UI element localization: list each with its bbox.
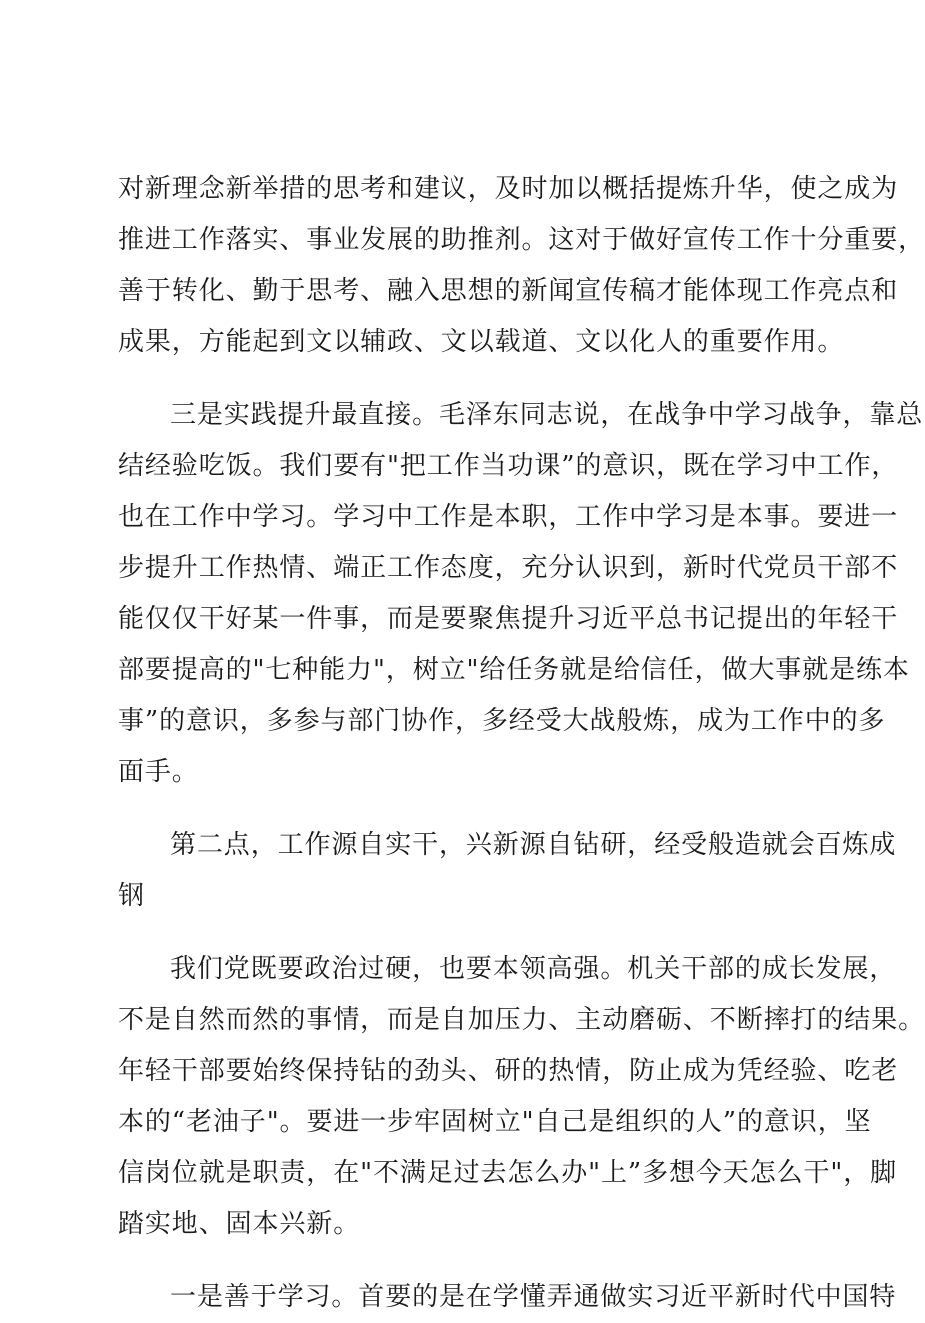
- heading-line: 第二点，工作源自实干，兴新源自钻研，经受般造就会百炼成: [170, 830, 897, 860]
- text-line: 对新理念新举措的思考和建议，及时加以概括提炼升华，使之成为: [118, 174, 899, 204]
- section-heading: [118, 820, 897, 922]
- text-line: 事”的意识，多参与部门协作，多经受大战般炼，成为工作中的多: [118, 706, 886, 736]
- text-line: 善于转化、勤于思考、融入思想的新闻宣传稿才能体现工作亮点和: [118, 276, 899, 306]
- text-line: 一是善于学习。首要的是在学懂弄通做实习近平新时代中国特: [170, 1282, 897, 1312]
- text-line: 本的“老油子"。要进一步牢固树立"自己是组织的人”的意识，坚: [118, 1107, 872, 1137]
- text-line: 信岗位就是职责，在"不满足过去怎么办"上”多想今天怎么干"，脚: [118, 1158, 898, 1188]
- text-line: 年轻干部要始终保持钻的劲头、研的热情，防止成为凭经验、吃老: [118, 1056, 899, 1086]
- text-line: 也在工作中学习。学习中工作是本职，工作中学习是本事。要进一: [118, 502, 899, 532]
- text-line: 踏实地、固本兴新。: [118, 1209, 361, 1239]
- text-line: 推进工作落实、事业发展的助推剂。这对于做好宣传工作十分重要，: [118, 225, 925, 255]
- text-line: 能仅仅干好某一件事，而是要聚焦提升习近平总书记提出的年轻干: [118, 604, 899, 634]
- text-line: 我们党既要政治过硬，也要本领高强。机关干部的成长发展，: [170, 954, 897, 984]
- text-line: 步提升工作热情、端正工作态度，充分认识到，新时代党员干部不: [118, 553, 899, 583]
- paragraph-study: [118, 1272, 897, 1323]
- text-line: 三是实践提升最直接。毛泽东同志说，在战争中学习战争，靠总: [170, 400, 924, 430]
- paragraph-party: [118, 944, 925, 1250]
- text-line: 结经验吃饭。我们要有"把工作当功课”的意识，既在学习中工作，: [118, 451, 899, 481]
- paragraph-continuation: [118, 164, 925, 368]
- document-body: [118, 164, 925, 1323]
- paragraph-practice: [118, 390, 924, 798]
- text-line: 面手。: [118, 757, 199, 787]
- text-line: 不是自然而然的事情，而是自加压力、主动磨砺、不断摔打的结果。: [118, 1005, 925, 1035]
- text-line: 部要提高的"七种能力"，树立"给任务就是给信任，做大事就是练本: [118, 655, 910, 685]
- text-line: 成果，方能起到文以辅政、文以载道、文以化人的重要作用。: [118, 327, 845, 357]
- heading-line: 钢: [118, 881, 145, 911]
